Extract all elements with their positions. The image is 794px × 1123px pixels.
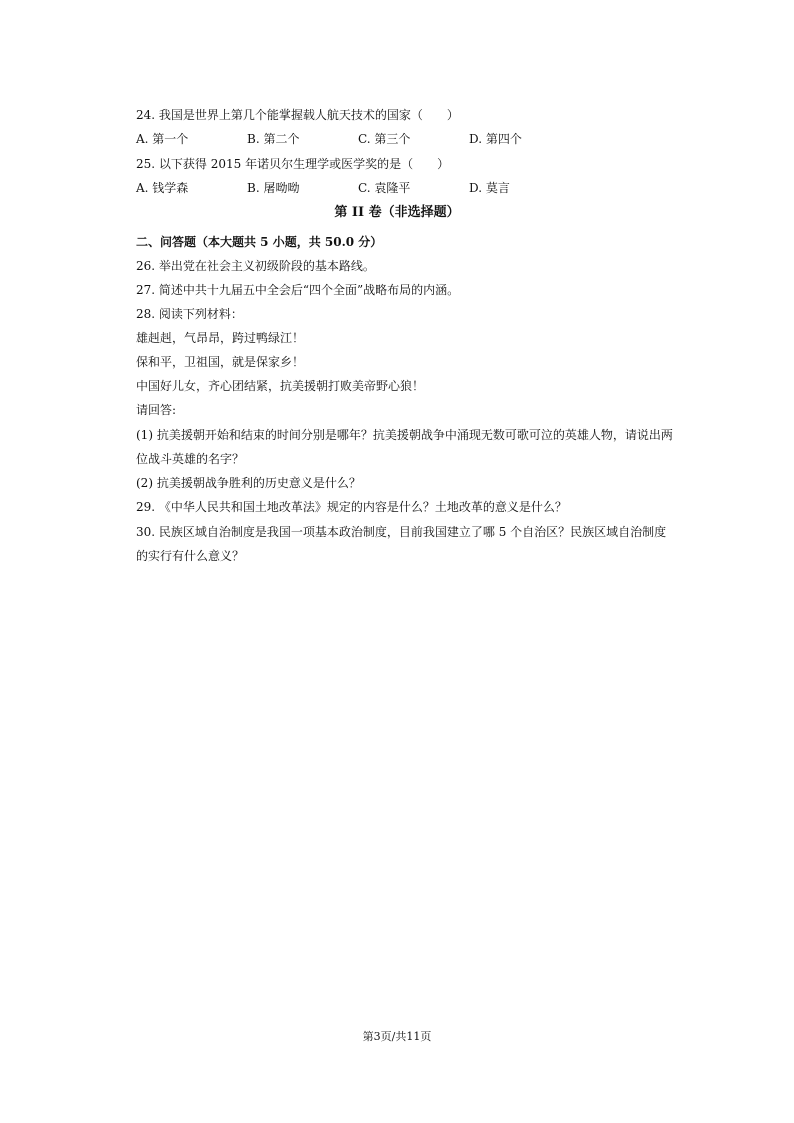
page-number: 第3页/共11页: [362, 1030, 432, 1043]
question-25-text: 25. 以下获得 2015 年诺贝尔生理学或医学奖的是（ ）: [136, 157, 450, 171]
answer-prompt: 请回答:: [136, 403, 177, 417]
question-24-option-c: C. 第三个: [358, 132, 411, 146]
question-25-option-b: B. 屠呦呦: [247, 181, 300, 195]
sub-question-1-line-1: (1) 抗美援朝开始和结束的时间分别是哪年？抗美援朝战争中涌现无数可歌可泣的英雄人物，请说出两: [136, 428, 673, 442]
question-28: 28. 阅读下列材料：: [136, 307, 243, 321]
question-30-line-2: 的实行有什么意义？: [136, 549, 245, 563]
question-26: 26. 举出党在社会主义初级阶段的基本路线。: [136, 259, 375, 273]
sub-question-2: (2) 抗美援朝战争胜利的历史意义是什么？: [136, 476, 361, 490]
part-title: 二、问答题（本大题共 5 小题，共 50.0 分）: [136, 235, 383, 249]
question-25-option-a: A. 钱学森: [136, 181, 189, 195]
poem-line-2: 保和平，卫祖国，就是保家乡！: [136, 355, 305, 369]
question-29: 29. 《中华人民共和国土地改革法》规定的内容是什么？土地改革的意义是什么？: [136, 500, 567, 514]
poem-line-1: 雄赳赳，气昂昂，跨过鸭绿江！: [136, 331, 305, 345]
question-27: 27. 简述中共十九届五中全会后“四个全面”战略布局的内涵。: [136, 283, 460, 297]
question-30-line-1: 30. 民族区域自治制度是我国一项基本政治制度，目前我国建立了哪 5 个自治区？民族区域自治制度: [136, 525, 667, 539]
volume-title: 第 II 卷（非选择题）: [334, 205, 460, 220]
question-25-option-c: C. 袁隆平: [358, 181, 411, 195]
sub-question-1-line-2: 位战斗英雄的名字？: [136, 452, 245, 466]
question-24-text: 24. 我国是世界上第几个能掌握载人航天技术的国家（ ）: [136, 108, 459, 122]
question-25-option-d: D. 莫言: [469, 181, 510, 195]
question-24-option-b: B. 第二个: [247, 132, 300, 146]
question-24-option-a: A. 第一个: [136, 132, 189, 146]
poem-line-3: 中国好儿女，齐心团结紧，抗美援朝打败美帝野心狼！: [136, 379, 425, 393]
question-24-option-d: D. 第四个: [469, 132, 522, 146]
